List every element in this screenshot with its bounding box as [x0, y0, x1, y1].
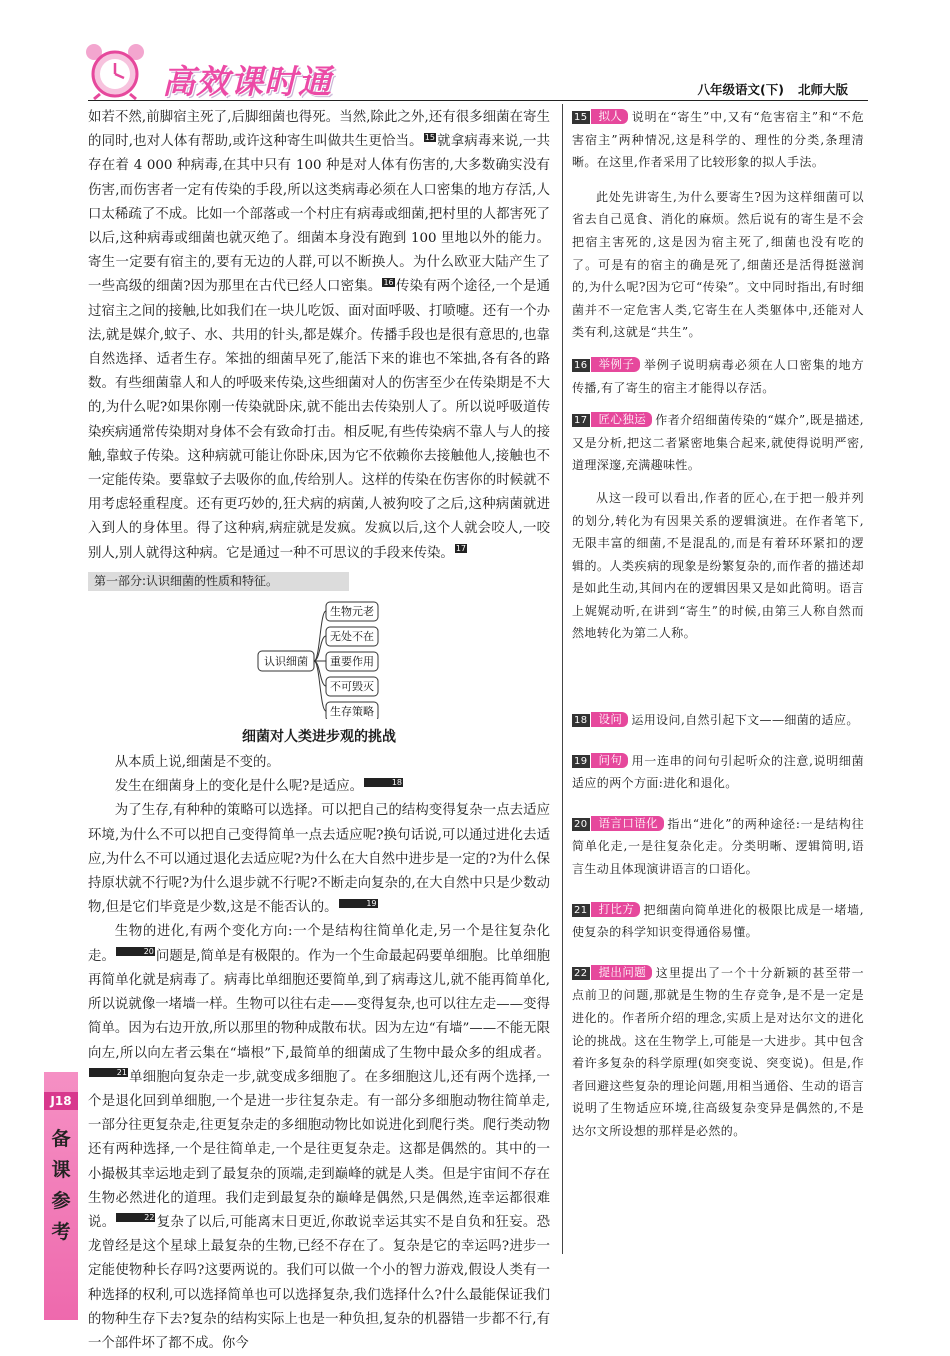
brand-logo-text: 高效课时通 — [162, 62, 332, 101]
side-tab — [44, 1072, 78, 1320]
note-marker: 15 — [424, 132, 435, 142]
diagram-branch: 无处不在 — [330, 629, 374, 643]
diagram-branch: 生物元老 — [330, 604, 374, 618]
article-title: 细菌对人类进步观的挑战 — [242, 728, 396, 745]
note-marker: 16 — [383, 277, 394, 287]
paragraph-1: 如若不然,前脚宿主死了,后脚细菌也得死。当然,除此之外,还有很多细菌在寄生的同时,也对人体有帮助,或许这种寄生叫做共生更恰当。 15 就拿病毒来说,一共存在着 4 000 种病毒,在其中只有 100 种是对人体有伤害的,大多数确实没有伤害,而伤害者一定有传染的手段,所以这类病毒必须在人口密集的地方存活,人口太稀疏了不成。比如一个部落或一个村庄有病毒或细菌,把村里的人都害死了以后,这种病毒或细菌也就灭绝了。细菌本身没有跑到 100 里地以外的能力。寄生一定要有宿主的,要有无边的人群,可以不断换人。为什么欧亚大陆产生了一些高级的细菌?因为那里在古代已经人口密集。 16 传染有两个途径,一个是通过宿主之间的接触,比如我们在一块儿吃饭、面对面呼吸、打喷嚏。还有一个办法,就是媒介,蚊子、水、共用的针头,都是媒介。传播手段也是很有意思的,也靠自然选择、适者生存。笨拙的细菌早死了,能活下来的谁也不笨拙,各有各的路数。有些细菌靠人和人的呼吸来传染,这些细菌对人的伤害至少在传染期是不大的,为什么呢?如果你刚一传染就卧床,就不能出去传染别人了。所以说呼吸道传染疾病通常传染期对身体不会有致命打击。相反呢,有些传染病不靠人与人的接触,靠蚊子传染。这种病就可能让你卧床,因为它不依赖你去接触他人,接触也不一定能传染。要靠蚊子去吸你的血,传给别人。这样的传染在伤害你的时候就不用考虑轻重程度。还有更巧妙的,狂犬病的病菌,人被狗咬了之后,这种病菌就进入到人的身体里。得了这种病,病症就是发疯。发疯以后,这个人就会咬人,一咬别人,别人就得这种病。它是通过一种不可思议的手段来传染。 17 — [88, 110, 550, 561]
page-number: J18 — [44, 1092, 78, 1110]
annotation-tag: 问句 — [591, 753, 629, 768]
header-rule — [88, 100, 868, 101]
annotation-21: 21 打比方 把细菌向简单进化的极限比成是一堵墙,使复杂的科学知识变得通俗易懂。 — [572, 901, 864, 940]
concept-diagram — [88, 599, 550, 719]
annotation-tag: 打比方 — [591, 902, 641, 917]
note-marker: 19 — [339, 899, 378, 908]
side-label: 备 课 参 考 — [51, 1128, 71, 1243]
diagram-branch: 不可毁灭 — [330, 679, 374, 693]
column-divider — [562, 104, 563, 1254]
paragraph-5: 生物的进化,有两个变化方向:一个是结构往简单化走,另一个是往复杂化走。 20 问题是,简单是有极限的。作为一个生命最起码要单细胞。比单细胞再简单化就是病毒了。病毒比单细胞还要简单,到了病毒这儿,就不能再简单化,所以说就像一堵墙一样。生物可以往右走——变得复杂,也可以往左走——变得简单。因为右边开放,所以那里的物种成散布状。因为左边“有墙”——不能无限向左,所以向左者云集在“墙根”下,最简单的细菌成了生物中最众多的组成者。21 单细胞向复杂走一步,就变成多细胞了。在多细胞这儿,还有两个选择,一个是退化回到单细胞,一个是进一步往复杂走。有一部分多细胞动物往简单走,一部分往更复杂走,往更复杂走的多细胞动物比如说进化到爬行类。爬行类动物还有两种选择,一个是往简单走,一个是往更复杂走。这都是偶然的。其中的一小撮极其幸运地走到了最复杂的顶端,走到巅峰的就是人类。但是宇宙间不存在生物必然进化的道理。我们走到最复杂的巅峰是偶然,只是偶然,连幸运都很难说。 22 复杂了以后,可能离末日更近,你敢说幸运其实不是自负和狂妄。恐龙曾经是这个星球上最复杂的生物,已经不存在了。复杂是它的幸运吗?进步一定能使物种长存吗?这要两说的。我们可以做一个小的智力游戏,假设人类有一种选择的权利,可以选择简单也可以选择复杂,我们选择什么?什么最能保证我们的物种生存下去?复杂的结构实际上也是一种负担,复杂的机器错一步都不行,有一个部件坏了都不成。你今 — [88, 924, 551, 1351]
annotation-tag: 拟人 — [591, 109, 629, 124]
annotation-tag: 举例子 — [591, 357, 641, 372]
annotation-15: 15 拟人 说明在“寄生”中,又有“危害宿主”和“不危害宿主”两种情况,这是科学的、理性的分类,条理清晰。在这里,作者采用了比较形象的拟人手法。 — [572, 109, 864, 170]
diagram-branch: 重要作用 — [330, 654, 374, 668]
annotation-tag: 提出问题 — [591, 965, 653, 980]
annotation-17: 17 匠心独运 作者介绍细菌传染的“媒介”,既是描述,又是分析,把这二者紧密地集合起来,就使得说明严密,道理深邃,充满趣味性。 — [572, 412, 864, 473]
paragraph-4: 为了生存,有种种的策略可以选择。可以把自己的结构变得复杂一点去适应环境,为什么不可以把自己变得简单一点去适应呢?换句话说,可以通过进化去适应,为什么不可以通过退化去适应呢?为什么在大自然中进步是一定的?为什么保持原状就不行呢?为什么退步就不行呢?不断走向复杂的,在大自然中只是少数动物,但是它们毕竟是少数,这是不能否认的。 19 — [88, 803, 550, 916]
subject-label: 八年级语文(下) — [697, 82, 784, 97]
header-info — [684, 80, 848, 98]
paragraph-3: 发生在细菌身上的变化是什么呢?是适应。 18 — [114, 777, 402, 795]
annotation-column — [572, 106, 864, 1143]
annotation-17-cont: 从这一段可以看出,作者的匠心,在于把一般并列的划分,转化为有因果关系的逻辑演进。在作者笔下,无限丰富的细菌,不是混乱的,而是有着环环紧扣的逻辑的。人类疾病的现象是纷繁复杂的,而作者的描述却是如此生动,其间内在的逻辑因果又是如此简明。语言上娓娓动听,在讲到“寄生”的时候,由第三人称自然而然地转化为第二人称。 — [572, 490, 864, 641]
page-header — [70, 40, 880, 102]
annotation-tag: 语言口语化 — [591, 816, 665, 831]
annotation-15-cont: 此处先讲寄生,为什么要寄生?因为这样细菌可以省去自己觅食、消化的麻烦。然后说有的寄生是不会把宿主害死的,这是因为宿主死了,细菌也没有吃的了。可是有的宿主的确是死了,细菌还是活得挺滋润的,为什么呢?因为它可“传染”。文中同时指出,有时细菌并不一定危害人类,它寄生在人类躯体中,还能对人类有利,这就是“共生”。 — [572, 189, 864, 340]
paragraph-2: 从本质上说,细菌是不变的。 — [114, 755, 280, 771]
section-summary: 第一部分:认识细菌的性质和特征。 — [88, 572, 349, 591]
main-text-column — [88, 106, 550, 1356]
note-marker: 22 — [116, 1213, 155, 1222]
alarm-clock-icon — [80, 42, 152, 100]
annotation-20: 20 语言口语化 指出“进化”的两种途径:一是结构往简单化走,一是往复杂化走。分类明晰、逻辑简明,语言生动且体现演讲语言的口语化。 — [572, 815, 864, 877]
annotation-tag: 设问 — [591, 712, 629, 727]
annotation-16: 16 举例子 举例子说明病毒必须在人口密集的地方传播,有了寄生的宿主才能得以存活。 — [572, 356, 864, 395]
note-marker: 21 — [89, 1068, 128, 1077]
note-marker: 17 — [455, 544, 466, 554]
diagram-branch: 生存策略 — [330, 704, 374, 718]
annotation-18: 18 设问 运用设问,自然引起下文——细菌的适应。 — [574, 712, 859, 728]
note-marker: 20 — [116, 947, 155, 956]
annotation-19: 19 问句 用一连串的问句引起听众的注意,说明细菌适应的两个方面:进化和退化。 — [572, 752, 864, 791]
diagram-center: 认识细菌 — [264, 654, 308, 668]
edition-label: 北师大版 — [797, 82, 848, 97]
annotation-tag: 匠心独运 — [591, 412, 653, 427]
annotation-22: 22 提出问题 这里提出了一个十分新颖的甚至带一点前卫的问题,那就是生物的生存竞争,是不是一定是进化的。作者所介绍的理念,实质上是对达尔文的进化论的挑战。这在生物学上,可能是一大进步。其中包含着许多复杂的科学原理(如突变说、突变说)。但是,作者回避这些复杂的理论问题,用相当通俗、生动的语言说明了生物适应环境,往高级复杂变异是偶然的,不是达尔文所设想的那样是必然的。 — [572, 964, 864, 1138]
note-marker: 18 — [364, 778, 403, 787]
